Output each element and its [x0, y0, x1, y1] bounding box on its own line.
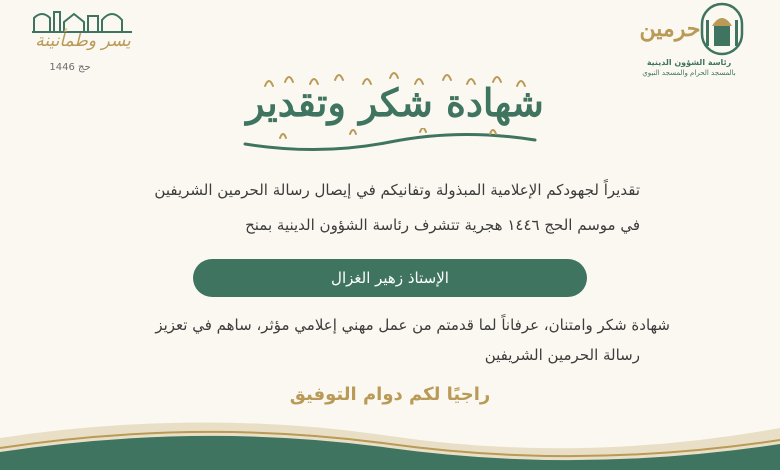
intro-line-1: تقديراً لجهودكم الإعلامية المبذولة وتفانيكم في إيصال رسالة الحرمين الشريفين [154, 181, 640, 199]
hajj-skyline-icon [32, 4, 132, 34]
title-underline-ornament-icon [240, 128, 540, 154]
haramain-mosque-icon [700, 2, 744, 56]
logo-org-line1: رئاسة الشؤون الدينية [646, 58, 732, 67]
intro-line-2: في موسم الحج ١٤٤٦ هجرية تتشرف رئاسة الشؤون الدينية بمنح [245, 216, 640, 234]
bottom-wave-decoration [0, 408, 780, 470]
logo-org-line2: بالمسجد الحرام والمسجد النبوي [642, 69, 736, 77]
haramain-logo-name: حرمين [639, 16, 701, 42]
recipient-name: الإستاذ زهير الغزال [331, 269, 449, 287]
hajj-year: حج 1446 [49, 62, 91, 73]
body-line-1: شهادة شكر وامتنان، عرفاناً لما قدمتم من عمل مهني إعلامي مؤثر، ساهم في تعزيز [155, 316, 670, 334]
body-line-2: رسالة الحرمين الشريفين [484, 346, 640, 364]
recipient-banner [193, 259, 587, 297]
closing-wish: راجيًا لكم دوام التوفيق [289, 384, 491, 405]
hajj-tagline: يسر وطمأنينة [35, 31, 131, 51]
certificate-title: شهادة شكر وتقدير [246, 80, 544, 125]
